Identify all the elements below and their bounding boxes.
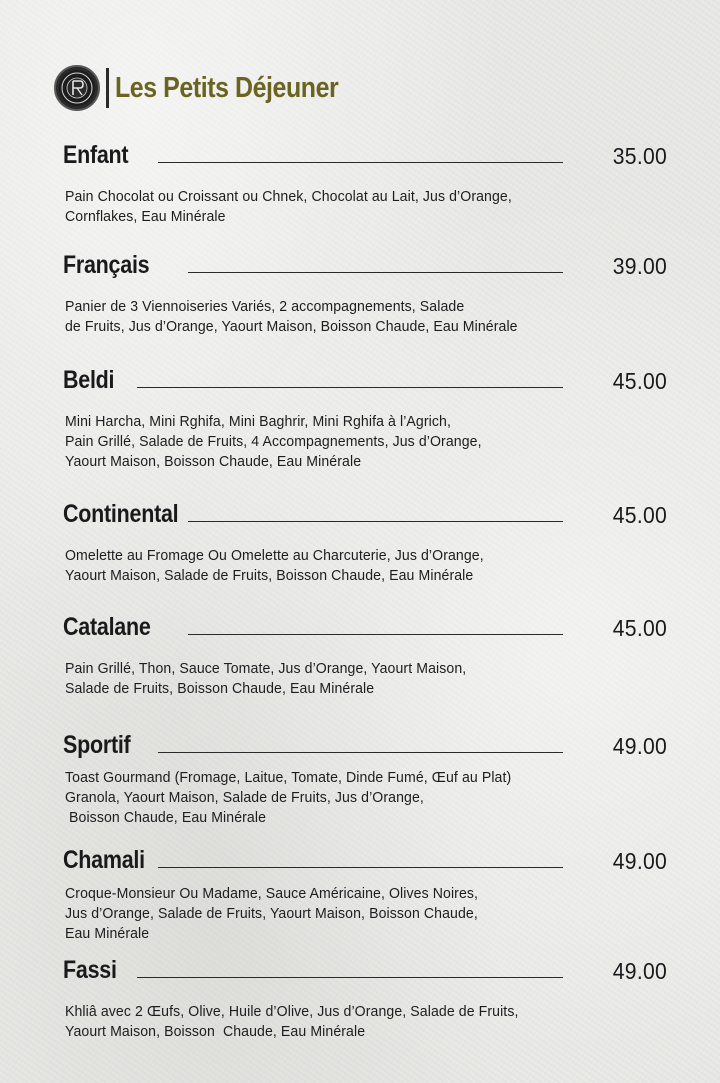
menu-item-name: Continental — [63, 500, 179, 528]
description-line: Mini Harcha, Mini Rghifa, Mini Baghrir, Mini Rghifa à l’Agrich, — [65, 413, 451, 430]
description-line: Eau Minérale — [65, 925, 150, 942]
description-line: Toast Gourmand (Fromage, Laitue, Tomate, Dinde Fumé, Œuf au Plat) — [65, 769, 512, 786]
menu-item-description — [65, 412, 482, 472]
leader-line — [158, 162, 563, 163]
menu-item-header — [63, 365, 673, 399]
description-line: Omelette au Fromage Ou Omelette au Charcuterie, Jus d’Orange, — [65, 547, 484, 564]
header-divider — [106, 68, 109, 108]
leader-line — [158, 867, 563, 868]
description-line: Salade de Fruits, Boisson Chaude, Eau Minérale — [65, 680, 375, 697]
description-line: Yaourt Maison, Salade de Fruits, Boisson Chaude, Eau Minérale — [65, 567, 474, 584]
menu-item-name: Catalane — [63, 613, 151, 641]
menu-item-description — [65, 768, 511, 828]
menu-item-description — [65, 884, 478, 944]
page-title: Les Petits Déjeuner — [115, 71, 339, 104]
menu-item-price: 49.00 — [612, 958, 667, 984]
menu-item-price: 49.00 — [612, 848, 667, 874]
description-line: Yaourt Maison, Boisson Chaude, Eau Minérale — [65, 453, 362, 470]
description-line: Cornflakes, Eau Minérale — [65, 208, 226, 225]
menu-item-description — [65, 546, 484, 586]
leader-line — [188, 272, 563, 273]
leader-line — [137, 977, 563, 978]
menu-item-header — [63, 955, 673, 989]
menu-item — [63, 612, 673, 697]
menu-item-name: Enfant — [63, 141, 129, 169]
restaurant-logo-icon — [54, 65, 100, 111]
menu-item-header — [63, 140, 673, 174]
menu-item-header — [63, 845, 673, 879]
menu-item-description — [65, 659, 466, 699]
menu-item — [63, 730, 673, 826]
menu-item-name: Fassi — [63, 956, 117, 984]
menu-item — [63, 499, 673, 584]
menu-item-price: 45.00 — [612, 502, 667, 528]
leader-line — [137, 387, 563, 388]
menu-item — [63, 140, 673, 225]
menu-header — [54, 64, 375, 112]
menu-item-name: Sportif — [63, 731, 131, 759]
description-line: Khliâ avec 2 Œufs, Olive, Huile d’Olive, Jus d’Orange, Salade de Fruits, — [65, 1003, 519, 1020]
menu-item-name: Français — [63, 251, 150, 279]
menu-item-price: 45.00 — [612, 368, 667, 394]
menu-item-price: 39.00 — [612, 253, 667, 279]
menu-item — [63, 250, 673, 335]
menu-item — [63, 365, 673, 470]
menu-item-header — [63, 612, 673, 646]
description-line: Boisson Chaude, Eau Minérale — [65, 809, 267, 826]
leader-line — [158, 752, 563, 753]
menu-item — [63, 955, 673, 1040]
leader-line — [188, 634, 563, 635]
leader-line — [188, 521, 563, 522]
description-line: Pain Chocolat ou Croissant ou Chnek, Chocolat au Lait, Jus d’Orange, — [65, 188, 512, 205]
menu-item-description — [65, 187, 512, 227]
menu-item-price: 49.00 — [612, 733, 667, 759]
description-line: Panier de 3 Viennoiseries Variés, 2 accompagnements, Salade — [65, 298, 465, 315]
description-line: de Fruits, Jus d’Orange, Yaourt Maison, Boisson Chaude, Eau Minérale — [65, 318, 518, 335]
menu-item-price: 35.00 — [612, 143, 667, 169]
menu-item-header — [63, 250, 673, 284]
description-line: Pain Grillé, Thon, Sauce Tomate, Jus d’Orange, Yaourt Maison, — [65, 660, 467, 677]
menu-item-name: Beldi — [63, 366, 115, 394]
description-line: Yaourt Maison, Boisson Chaude, Eau Minérale — [65, 1023, 366, 1040]
menu-item-price: 45.00 — [612, 615, 667, 641]
menu-item — [63, 845, 673, 942]
menu-item-header — [63, 499, 673, 533]
description-line: Pain Grillé, Salade de Fruits, 4 Accompagnements, Jus d’Orange, — [65, 433, 482, 450]
description-line: Jus d’Orange, Salade de Fruits, Yaourt Maison, Boisson Chaude, — [65, 905, 478, 922]
menu-item-name: Chamali — [63, 846, 145, 874]
menu-item-description — [65, 297, 518, 337]
menu-item-description — [65, 1002, 518, 1042]
menu-item-header — [63, 730, 673, 764]
description-line: Croque-Monsieur Ou Madame, Sauce Américaine, Olives Noires, — [65, 885, 479, 902]
description-line: Granola, Yaourt Maison, Salade de Fruits, Jus d’Orange, — [65, 789, 424, 806]
